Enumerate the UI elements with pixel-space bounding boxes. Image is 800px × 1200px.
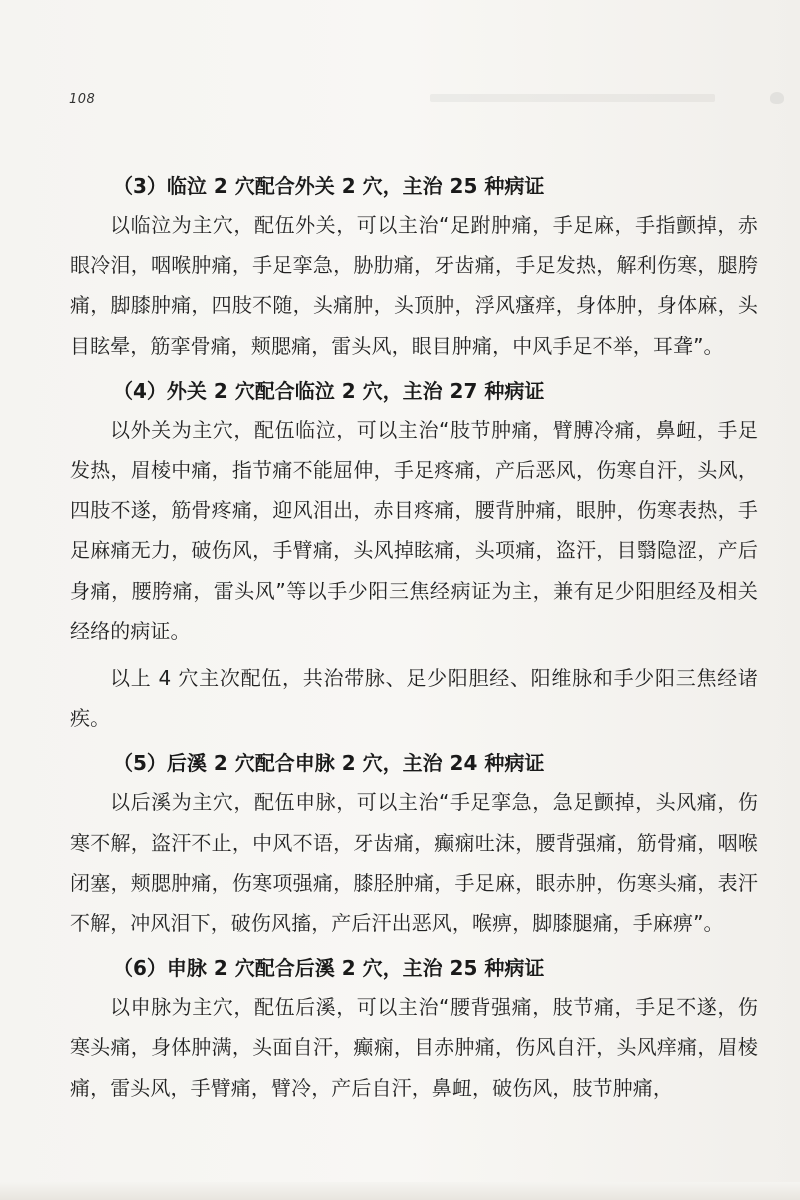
body-paragraph: 以临泣为主穴，配伍外关，可以主治“足跗肿痛，手足麻，手指颤掉，赤眼冷泪，咽喉肿痛，手足挛急，胁肋痛，牙齿痛，手足发热，解利伤寒，腿胯痛，脚膝肿痛，四肢不随，头痛肿，头顶肿，浮风瘙痒，身体肿，身体麻，头目眩晕，筋挛骨痛，颊腮痛，雷头风，眼目肿痛，中风手足不举，耳聋”。 <box>70 213 758 358</box>
page-bottom-edge <box>0 1182 800 1200</box>
page-number: 108 <box>69 92 96 107</box>
section-houxi-shenmai <box>70 745 758 943</box>
section-heading: （4）外关 2 穴配合临泣 2 穴，主治 27 种病证 <box>113 378 545 403</box>
section-heading: （3）临泣 2 穴配合外关 2 穴，主治 25 种病证 <box>113 174 545 198</box>
section-linqi-waiguan <box>70 168 758 366</box>
body-paragraph: 以外关为主穴，配伍临泣，可以主治“肢节肿痛，臂膊冷痛，鼻衄，手足发热，眉棱中痛，指节痛不能屈伸，手足疼痛，产后恶风，伤寒自汗，头风，四肢不遂，筋骨疼痛，迎风泪出，赤目疼痛，腰背肿痛，眼肿，伤寒表热，手足麻痛无力，破伤风，手臂痛，头风掉眩痛，头项痛，盗汗，目翳隐涩，产后身痛，腰胯痛，雷头风”等以手少阳三焦经病证为主，兼有足少阳胆经及相关经络的病证。 <box>70 417 758 643</box>
faded-running-header <box>430 94 715 102</box>
page-body <box>70 168 758 1115</box>
body-paragraph: 以后溪为主穴，配伍申脉，可以主治“手足挛急，急足颤掉，头风痛，伤寒不解，盗汗不止，中风不语，牙齿痛，癫痫吐沫，腰背强痛，筋骨痛，咽喉闭塞，颊腮肿痛，伤寒项强痛，膝胫肿痛，手足麻，眼赤肿，伤寒头痛，表汗不解，冲风泪下，破伤风搐，产后汗出恶风，喉痹，脚膝腿痛，手麻痹”。 <box>70 790 758 936</box>
summary-paragraph: 以上 4 穴主次配伍，共治带脉、足少阳胆经、阳维脉和手少阳三焦经诸疾。 <box>70 666 758 731</box>
section-shenmai-houxi <box>70 950 758 1108</box>
section-heading: （5）后溪 2 穴配合申脉 2 穴，主治 24 种病证 <box>113 751 545 776</box>
section-heading: （6）申脉 2 穴配合后溪 2 穴，主治 25 种病证 <box>113 956 545 981</box>
faded-header-emblem-icon <box>770 92 784 104</box>
section-waiguan-linqi <box>70 373 758 739</box>
body-paragraph: 以申脉为主穴，配伍后溪，可以主治“腰背强痛，肢节痛，手足不遂，伤寒头痛，身体肿满，头面自汗，癫痫，目赤肿痛，伤风自汗，头风痒痛，眉棱痛，雷头风，手臂痛，臂冷，产后自汗，鼻衄，破伤风，肢节肿痛， <box>70 995 758 1100</box>
